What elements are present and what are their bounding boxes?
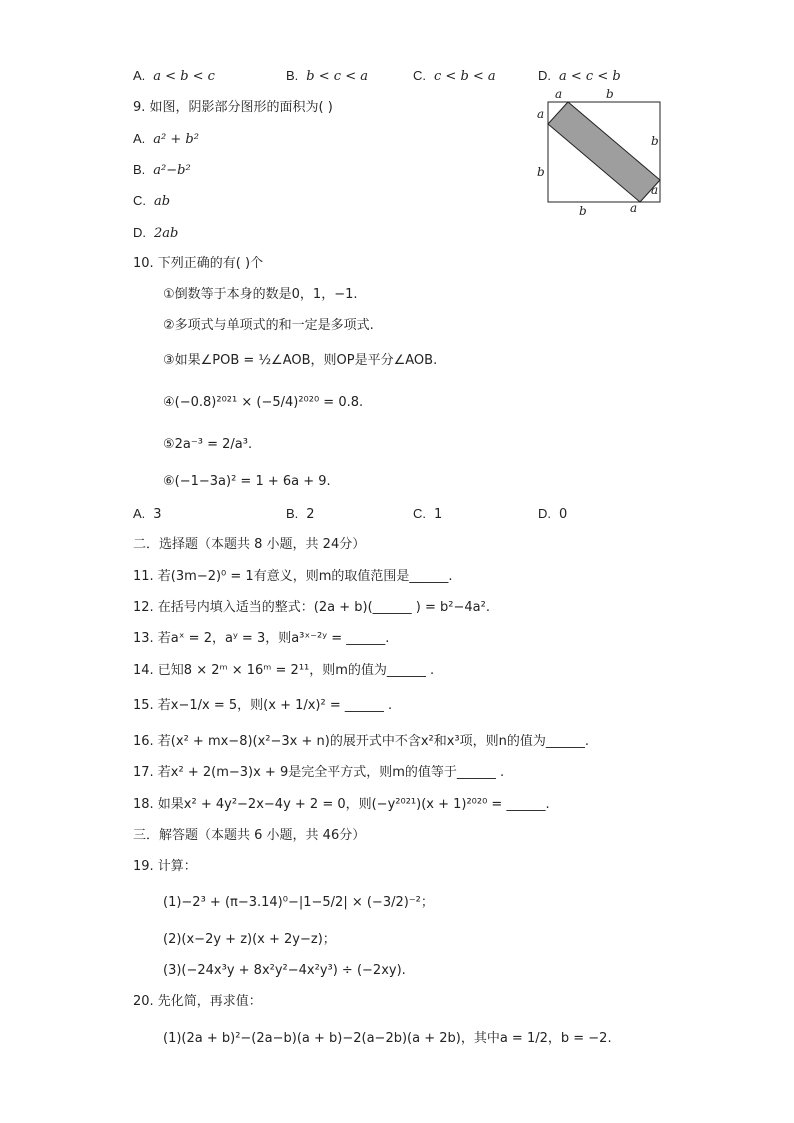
option-label: B. bbox=[133, 162, 146, 177]
label-right-a: a bbox=[651, 183, 659, 197]
option-text: c < b < a bbox=[434, 69, 496, 84]
q19-part-2: (2)(x−2y + z)(x + 2y−z)； bbox=[163, 932, 336, 947]
label-top-a: a bbox=[555, 87, 563, 101]
q10-item-3: ③如果∠POB = ½∠AOB，则OP是平分∠AOB. bbox=[163, 353, 438, 368]
option-text: 2 bbox=[306, 507, 315, 522]
q18: 18. 如果x² + 4y²−2x−4y + 2 = 0，则(−y²⁰²¹)(x + 1)²⁰²⁰ = ______. bbox=[133, 797, 550, 812]
q19-part-1: (1)−2³ + (π−3.14)⁰−|1−5/2| × (−3/2)⁻²； bbox=[163, 895, 434, 910]
option-label: B. bbox=[286, 506, 299, 521]
q9-stem: 9. 如图，阴影部分图形的面积为( ) bbox=[133, 100, 333, 115]
q17: 17. 若x² + 2(m−3)x + 9是完全平方式，则m的值等于______ . bbox=[133, 765, 505, 780]
q15: 15. 若x−1/x = 5，则(x + 1/x)² = ______ . bbox=[133, 698, 393, 713]
q10-item-1: ①倒数等于本身的数是0，1，−1. bbox=[163, 287, 358, 302]
q9-option-b[interactable] bbox=[133, 162, 191, 179]
option-label: D. bbox=[538, 68, 551, 83]
q8-option-a[interactable] bbox=[133, 68, 215, 85]
q8-option-c[interactable] bbox=[413, 68, 496, 85]
q16: 16. 若(x² + mx−8)(x²−3x + n)的展开式中不含x²和x³项，则n的值为______. bbox=[133, 734, 590, 749]
label-bottom-b: b bbox=[579, 204, 587, 218]
option-text: a < c < b bbox=[559, 69, 621, 84]
option-text: a²−b² bbox=[153, 163, 191, 178]
q10-option-c[interactable] bbox=[413, 506, 442, 523]
label-left-b: b bbox=[537, 165, 545, 179]
q20-stem: 20. 先化简，再求值： bbox=[133, 994, 262, 1009]
q20-part-1: (1)(2a + b)²−(2a−b)(a + b)−2(a−2b)(a + 2b)，其中a = 1/2，b = −2. bbox=[163, 1031, 612, 1046]
option-text: ab bbox=[154, 194, 171, 209]
q19-stem: 19. 计算： bbox=[133, 859, 197, 874]
q13: 13. 若aˣ = 2，aʸ = 3，则a³ˣ⁻²ʸ = ______. bbox=[133, 631, 390, 646]
q9-option-d[interactable] bbox=[133, 225, 178, 242]
q9-figure bbox=[530, 86, 665, 220]
q10-item-6: ⑥(−1−3a)² = 1 + 6a + 9. bbox=[163, 474, 331, 489]
option-label: A. bbox=[133, 506, 146, 521]
q9-option-c[interactable] bbox=[133, 193, 170, 210]
q10-item-2: ②多项式与单项式的和一定是多项式. bbox=[163, 318, 374, 333]
q8-option-b[interactable] bbox=[286, 68, 368, 85]
q10-item-5: ⑤2a⁻³ = 2/a³. bbox=[163, 437, 253, 452]
option-label: D. bbox=[538, 506, 551, 521]
q9-option-a[interactable] bbox=[133, 131, 199, 148]
label-top-b: b bbox=[606, 87, 614, 101]
option-label: A. bbox=[133, 68, 146, 83]
q10-item-4: ④(−0.8)²⁰²¹ × (−5/4)²⁰²⁰ = 0.8. bbox=[163, 395, 364, 410]
q19-part-3: (3)(−24x³y + 8x²y²−4x²y³) ÷ (−2xy). bbox=[163, 963, 406, 978]
q8-option-d[interactable] bbox=[538, 68, 621, 85]
q12: 12. 在括号内填入适当的整式：(2a + b)(______ ) = b²−4a². bbox=[133, 600, 490, 615]
option-text: 1 bbox=[434, 507, 443, 522]
option-text: b < c < a bbox=[306, 69, 368, 84]
q10-option-a[interactable] bbox=[133, 506, 162, 523]
option-label: D. bbox=[133, 225, 146, 240]
option-label: C. bbox=[413, 68, 426, 83]
option-label: C. bbox=[133, 193, 146, 208]
q10-option-b[interactable] bbox=[286, 506, 315, 523]
label-left-a: a bbox=[537, 107, 545, 121]
option-label: C. bbox=[413, 506, 426, 521]
shaded-band bbox=[548, 102, 660, 202]
option-text: 0 bbox=[559, 507, 568, 522]
section-heading-fill-in: 二．选择题（本题共 8 小题，共 24分） bbox=[133, 537, 366, 552]
option-text: 3 bbox=[153, 507, 162, 522]
q10-stem: 10. 下列正确的有( )个 bbox=[133, 256, 264, 271]
option-label: A. bbox=[133, 131, 146, 146]
q11: 11. 若(3m−2)⁰ = 1有意义，则m的取值范围是______. bbox=[133, 569, 453, 584]
option-label: B. bbox=[286, 68, 299, 83]
q14: 14. 已知8 × 2ᵐ × 16ᵐ = 2¹¹，则m的值为______ . bbox=[133, 663, 435, 678]
section-heading-solve: 三．解答题（本题共 6 小题，共 46分） bbox=[133, 828, 366, 843]
q10-option-d[interactable] bbox=[538, 506, 567, 523]
option-text: 2ab bbox=[154, 226, 179, 241]
option-text: a < b < c bbox=[153, 69, 215, 84]
label-right-b: b bbox=[651, 134, 659, 148]
option-text: a² + b² bbox=[153, 132, 199, 147]
label-bottom-a: a bbox=[630, 201, 638, 215]
